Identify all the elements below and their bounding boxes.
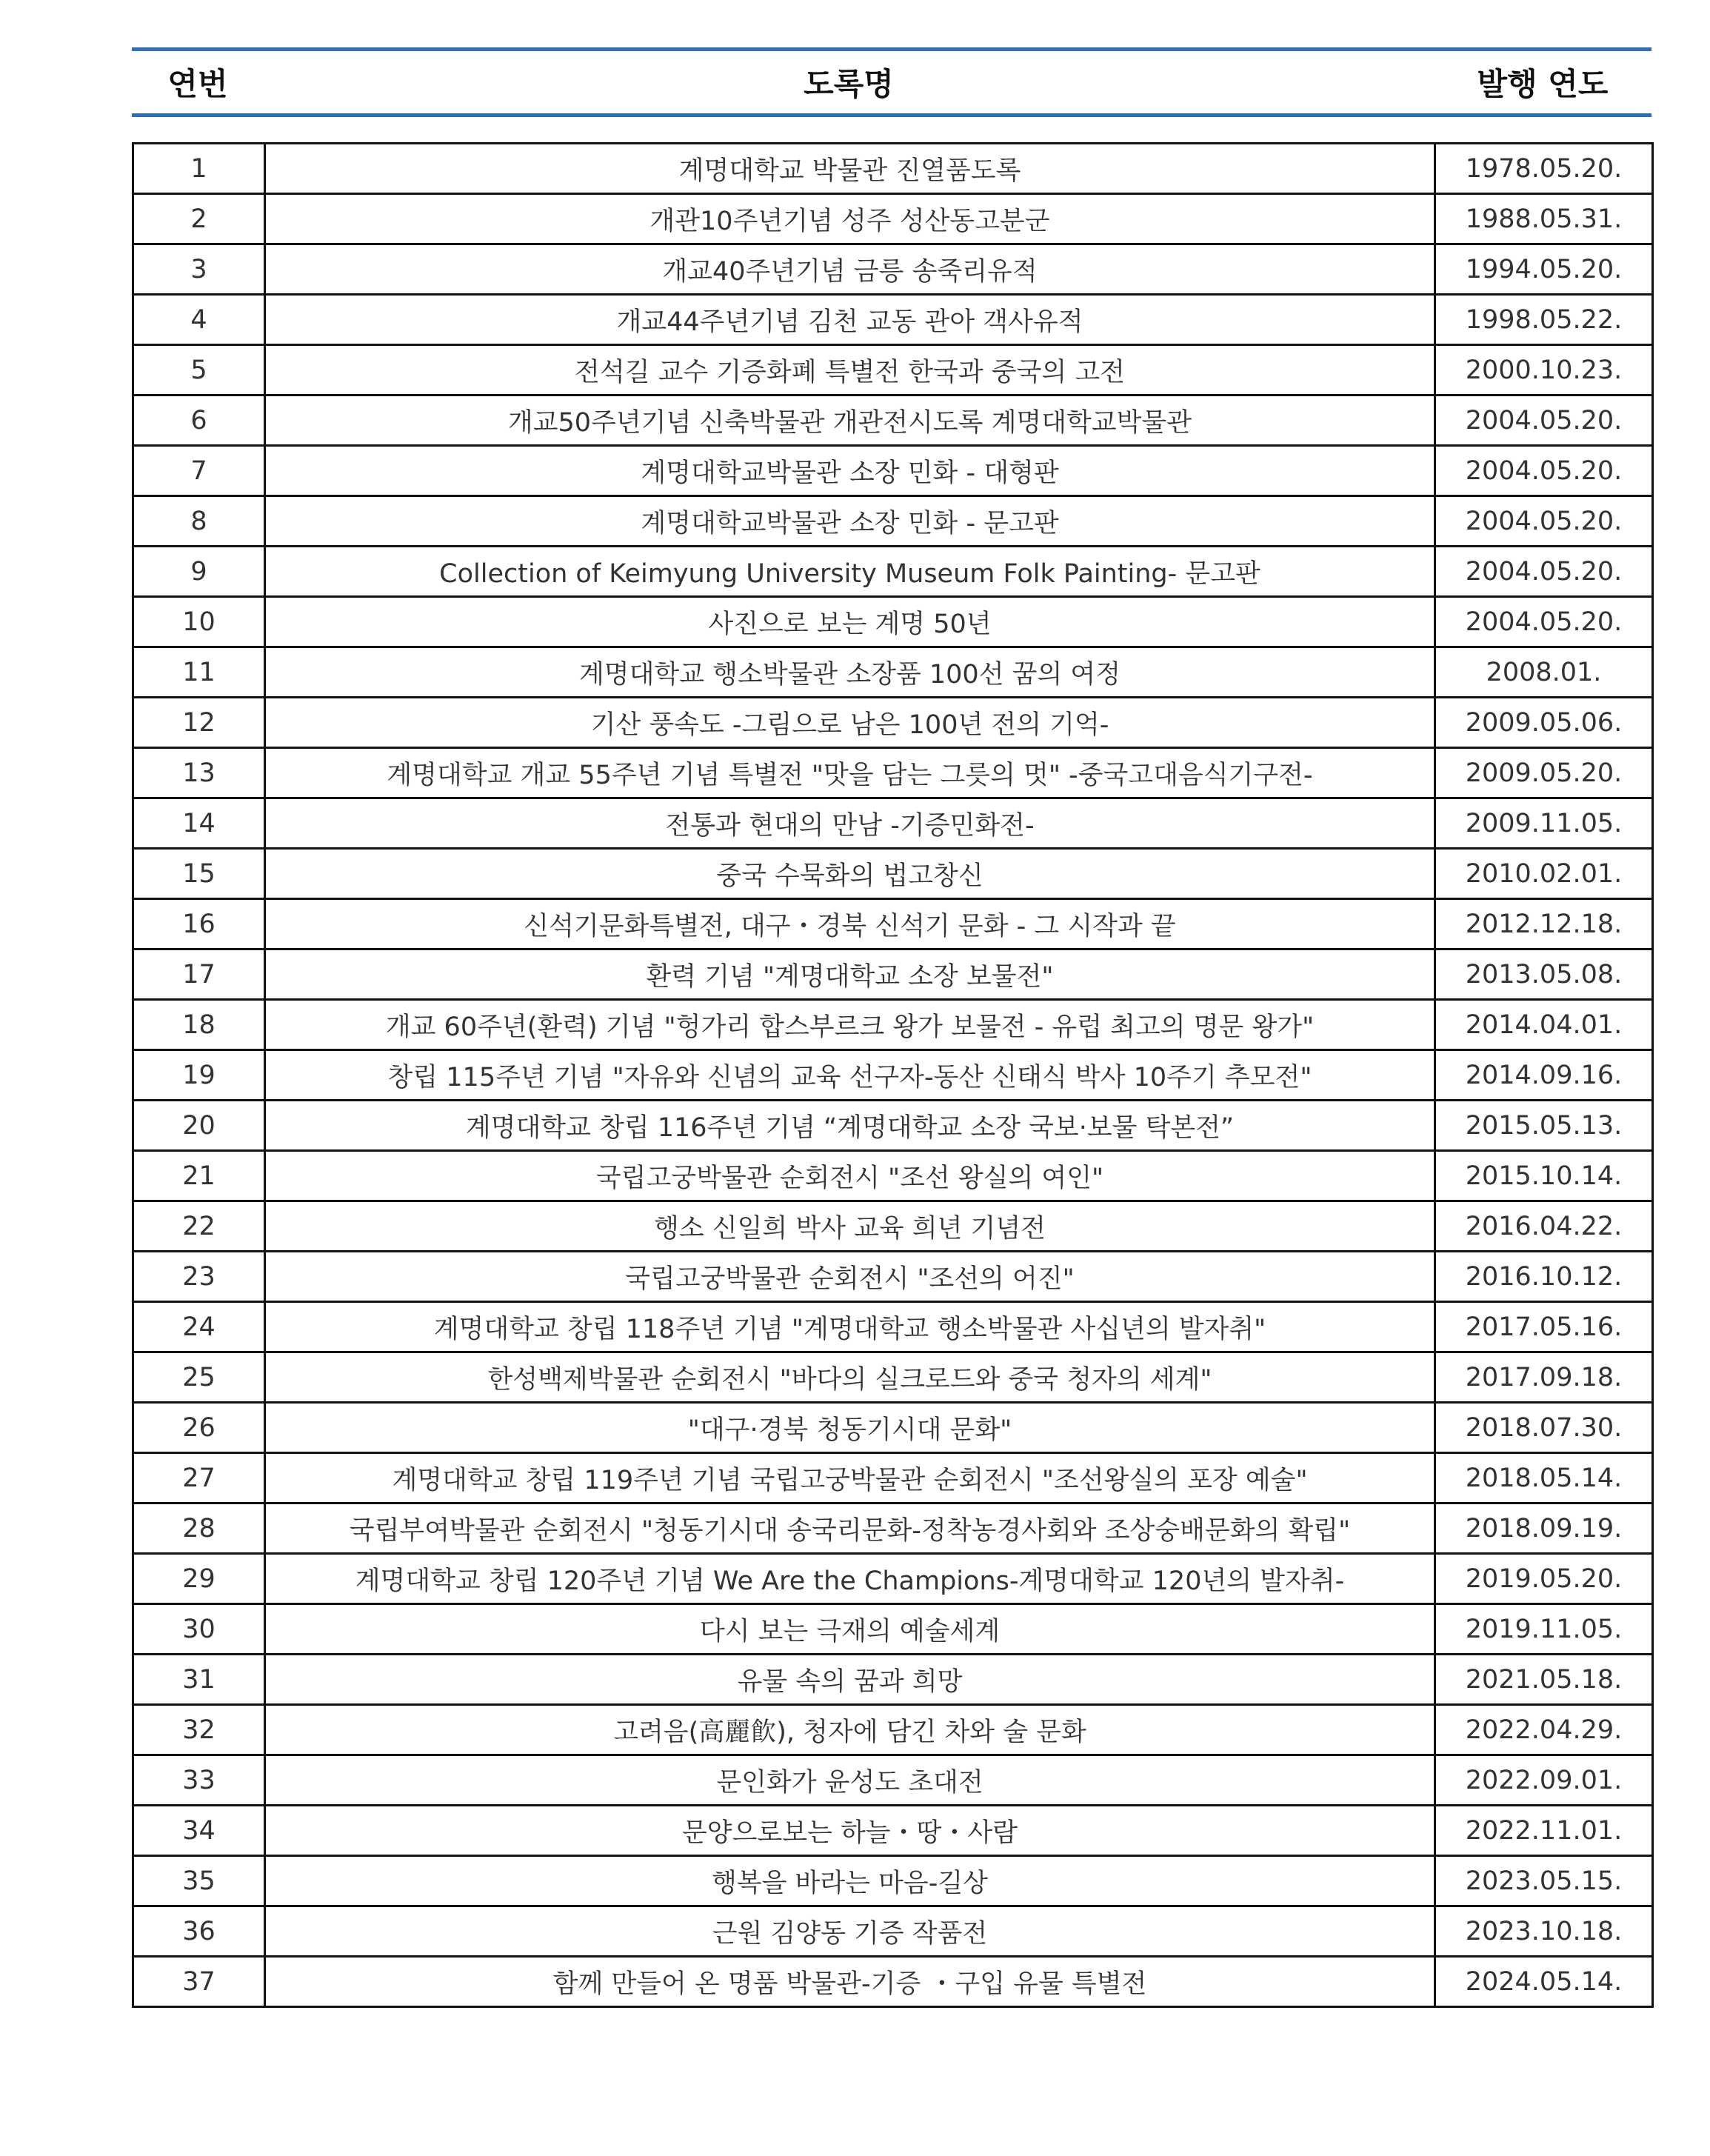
table-row	[133, 849, 1653, 899]
catalog-title: 신석기문화특별전, 대구・경북 신석기 문화 - 그 시작과 끝	[265, 899, 1435, 949]
row-number: 29	[133, 1554, 265, 1604]
publish-year: 2022.04.29.	[1435, 1705, 1653, 1755]
row-number: 30	[133, 1604, 265, 1655]
row-number: 25	[133, 1352, 265, 1403]
catalog-title: 기산 풍속도 -그림으로 남은 100년 전의 기억-	[265, 698, 1435, 748]
table-row	[133, 1302, 1653, 1352]
publish-year: 2009.05.20.	[1435, 748, 1653, 798]
catalog-title: 계명대학교 행소박물관 소장품 100선 꿈의 여정	[265, 647, 1435, 698]
table-row	[133, 1101, 1653, 1151]
catalog-title: 창립 115주년 기념 "자유와 신념의 교육 선구자-동산 신태식 박사 10주기 추모전"	[265, 1050, 1435, 1101]
table-row	[133, 949, 1653, 1000]
table-row	[133, 1554, 1653, 1604]
catalog-title: 근원 김양동 기증 작품전	[265, 1906, 1435, 1957]
catalog-title: 문인화가 윤성도 초대전	[265, 1755, 1435, 1806]
catalog-title: 함께 만들어 온 명품 박물관-기증 ・구입 유물 특별전	[265, 1957, 1435, 2007]
row-number: 20	[133, 1101, 265, 1151]
catalog-title: 계명대학교 개교 55주년 기념 특별전 "맛을 담는 그릇의 멋" -중국고대음식기구전-	[265, 748, 1435, 798]
publish-year: 2004.05.20.	[1435, 547, 1653, 597]
row-number: 22	[133, 1201, 265, 1252]
publish-year: 2004.05.20.	[1435, 446, 1653, 496]
column-header-number: 연번	[167, 66, 228, 102]
row-number: 6	[133, 396, 265, 446]
table-row	[133, 899, 1653, 949]
publish-year: 2017.05.16.	[1435, 1302, 1653, 1352]
catalog-title: 개교50주년기념 신축박물관 개관전시도록 계명대학교박물관	[265, 396, 1435, 446]
row-number: 34	[133, 1806, 265, 1856]
row-number: 11	[133, 647, 265, 698]
row-number: 12	[133, 698, 265, 748]
catalog-title: 다시 보는 극재의 예술세계	[265, 1604, 1435, 1655]
table-row	[133, 698, 1653, 748]
catalog-title: 개관10주년기념 성주 성산동고분군	[265, 194, 1435, 244]
table-row	[133, 798, 1653, 849]
catalog-title: 환력 기념 "계명대학교 소장 보물전"	[265, 949, 1435, 1000]
publish-year: 2014.09.16.	[1435, 1050, 1653, 1101]
catalog-title: 행복을 바라는 마음-길상	[265, 1856, 1435, 1906]
table-row	[133, 1856, 1653, 1906]
publish-year: 2004.05.20.	[1435, 597, 1653, 647]
catalog-title: 고려음(高麗飮), 청자에 담긴 차와 술 문화	[265, 1705, 1435, 1755]
publish-year: 2013.05.08.	[1435, 949, 1653, 1000]
row-number: 36	[133, 1906, 265, 1957]
publish-year: 2023.05.15.	[1435, 1856, 1653, 1906]
publish-year: 2017.09.18.	[1435, 1352, 1653, 1403]
table-row	[133, 1000, 1653, 1050]
row-number: 31	[133, 1655, 265, 1705]
publish-year: 1978.05.20.	[1435, 144, 1653, 194]
table-row	[133, 1503, 1653, 1554]
table-row	[133, 1403, 1653, 1453]
catalog-title: 행소 신일희 박사 교육 희년 기념전	[265, 1201, 1435, 1252]
row-number: 24	[133, 1302, 265, 1352]
table-row	[133, 647, 1653, 698]
table-row	[133, 547, 1653, 597]
table-row	[133, 1705, 1653, 1755]
catalog-table	[132, 142, 1654, 2008]
table-row	[133, 1604, 1653, 1655]
publish-year: 2009.05.06.	[1435, 698, 1653, 748]
row-number: 27	[133, 1453, 265, 1503]
catalog-title: 계명대학교박물관 소장 민화 - 대형판	[265, 446, 1435, 496]
catalog-title: 계명대학교 창립 119주년 기념 국립고궁박물관 순회전시 "조선왕실의 포장 예술"	[265, 1453, 1435, 1503]
catalog-title: 계명대학교박물관 소장 민화 - 문고판	[265, 496, 1435, 547]
catalog-title: "대구·경북 청동기시대 문화"	[265, 1403, 1435, 1453]
column-header-publish-year: 발행 연도	[1477, 66, 1609, 102]
row-number: 37	[133, 1957, 265, 2007]
row-number: 9	[133, 547, 265, 597]
row-number: 23	[133, 1252, 265, 1302]
publish-year: 2016.04.22.	[1435, 1201, 1653, 1252]
table-row	[133, 1252, 1653, 1302]
publish-year: 2018.05.14.	[1435, 1453, 1653, 1503]
row-number: 3	[133, 244, 265, 295]
catalog-title: 사진으로 보는 계명 50년	[265, 597, 1435, 647]
table-row	[133, 1906, 1653, 1957]
publish-year: 2024.05.14.	[1435, 1957, 1653, 2007]
catalog-title: 계명대학교 창립 118주년 기념 "계명대학교 행소박물관 사십년의 발자취"	[265, 1302, 1435, 1352]
row-number: 14	[133, 798, 265, 849]
publish-year: 2004.05.20.	[1435, 396, 1653, 446]
publish-year: 2019.05.20.	[1435, 1554, 1653, 1604]
row-number: 32	[133, 1705, 265, 1755]
catalog-title: 국립고궁박물관 순회전시 "조선의 어진"	[265, 1252, 1435, 1302]
table-row	[133, 345, 1653, 396]
column-header-catalog-title: 도록명	[804, 66, 894, 102]
catalog-title: 문양으로보는 하늘・땅・사람	[265, 1806, 1435, 1856]
row-number: 28	[133, 1503, 265, 1554]
publish-year: 2008.01.	[1435, 647, 1653, 698]
table-row	[133, 1755, 1653, 1806]
catalog-title: 국립부여박물관 순회전시 "청동기시대 송국리문화-정착농경사회와 조상숭배문화의 확립"	[265, 1503, 1435, 1554]
publish-year: 1994.05.20.	[1435, 244, 1653, 295]
table-row	[133, 496, 1653, 547]
row-number: 1	[133, 144, 265, 194]
catalog-title: 개교40주년기념 금릉 송죽리유적	[265, 244, 1435, 295]
table-row	[133, 1806, 1653, 1856]
catalog-title: 국립고궁박물관 순회전시 "조선 왕실의 여인"	[265, 1151, 1435, 1201]
table-row	[133, 194, 1653, 244]
publish-year: 2000.10.23.	[1435, 345, 1653, 396]
publish-year: 2023.10.18.	[1435, 1906, 1653, 1957]
table-row	[133, 748, 1653, 798]
table-row	[133, 1453, 1653, 1503]
table-row	[133, 1050, 1653, 1101]
row-number: 18	[133, 1000, 265, 1050]
row-number: 5	[133, 345, 265, 396]
table-row	[133, 144, 1653, 194]
catalog-title: 계명대학교 박물관 진열품도록	[265, 144, 1435, 194]
publish-year: 2014.04.01.	[1435, 1000, 1653, 1050]
row-number: 8	[133, 496, 265, 547]
catalog-title: 개교44주년기념 김천 교동 관아 객사유적	[265, 295, 1435, 345]
publish-year: 2016.10.12.	[1435, 1252, 1653, 1302]
publish-year: 1988.05.31.	[1435, 194, 1653, 244]
catalog-title: 계명대학교 창립 120주년 기념 We Are the Champions-계명대학교 120년의 발자취-	[265, 1554, 1435, 1604]
table-row	[133, 446, 1653, 496]
publish-year: 2018.07.30.	[1435, 1403, 1653, 1453]
row-number: 17	[133, 949, 265, 1000]
catalog-title: 유물 속의 꿈과 희망	[265, 1655, 1435, 1705]
publish-year: 2022.11.01.	[1435, 1806, 1653, 1856]
table-row	[133, 295, 1653, 345]
publish-year: 2004.05.20.	[1435, 496, 1653, 547]
row-number: 10	[133, 597, 265, 647]
table-row	[133, 1151, 1653, 1201]
table-row	[133, 1201, 1653, 1252]
table-row	[133, 396, 1653, 446]
catalog-title: 전통과 현대의 만남 -기증민화전-	[265, 798, 1435, 849]
row-number: 21	[133, 1151, 265, 1201]
catalog-title: 한성백제박물관 순회전시 "바다의 실크로드와 중국 청자의 세계"	[265, 1352, 1435, 1403]
catalog-title: 전석길 교수 기증화폐 특별전 한국과 중국의 고전	[265, 345, 1435, 396]
table-header	[132, 47, 1651, 117]
publish-year: 1998.05.22.	[1435, 295, 1653, 345]
row-number: 15	[133, 849, 265, 899]
table-row	[133, 1352, 1653, 1403]
publish-year: 2022.09.01.	[1435, 1755, 1653, 1806]
publish-year: 2019.11.05.	[1435, 1604, 1653, 1655]
publish-year: 2015.05.13.	[1435, 1101, 1653, 1151]
publish-year: 2015.10.14.	[1435, 1151, 1653, 1201]
catalog-title: Collection of Keimyung University Museum Folk Painting- 문고판	[265, 547, 1435, 597]
publish-year: 2021.05.18.	[1435, 1655, 1653, 1705]
table-row	[133, 244, 1653, 295]
row-number: 7	[133, 446, 265, 496]
publish-year: 2009.11.05.	[1435, 798, 1653, 849]
row-number: 13	[133, 748, 265, 798]
table-row	[133, 597, 1653, 647]
table-row	[133, 1655, 1653, 1705]
publish-year: 2018.09.19.	[1435, 1503, 1653, 1554]
table-row	[133, 1957, 1653, 2007]
catalog-title: 계명대학교 창립 116주년 기념 “계명대학교 소장 국보·보물 탁본전”	[265, 1101, 1435, 1151]
catalog-title: 중국 수묵화의 법고창신	[265, 849, 1435, 899]
row-number: 2	[133, 194, 265, 244]
row-number: 26	[133, 1403, 265, 1453]
row-number: 4	[133, 295, 265, 345]
publish-year: 2010.02.01.	[1435, 849, 1653, 899]
row-number: 16	[133, 899, 265, 949]
catalog-table-body	[133, 144, 1653, 2007]
row-number: 19	[133, 1050, 265, 1101]
catalog-title: 개교 60주년(환력) 기념 "헝가리 합스부르크 왕가 보물전 - 유럽 최고의 명문 왕가"	[265, 1000, 1435, 1050]
publish-year: 2012.12.18.	[1435, 899, 1653, 949]
row-number: 33	[133, 1755, 265, 1806]
row-number: 35	[133, 1856, 265, 1906]
